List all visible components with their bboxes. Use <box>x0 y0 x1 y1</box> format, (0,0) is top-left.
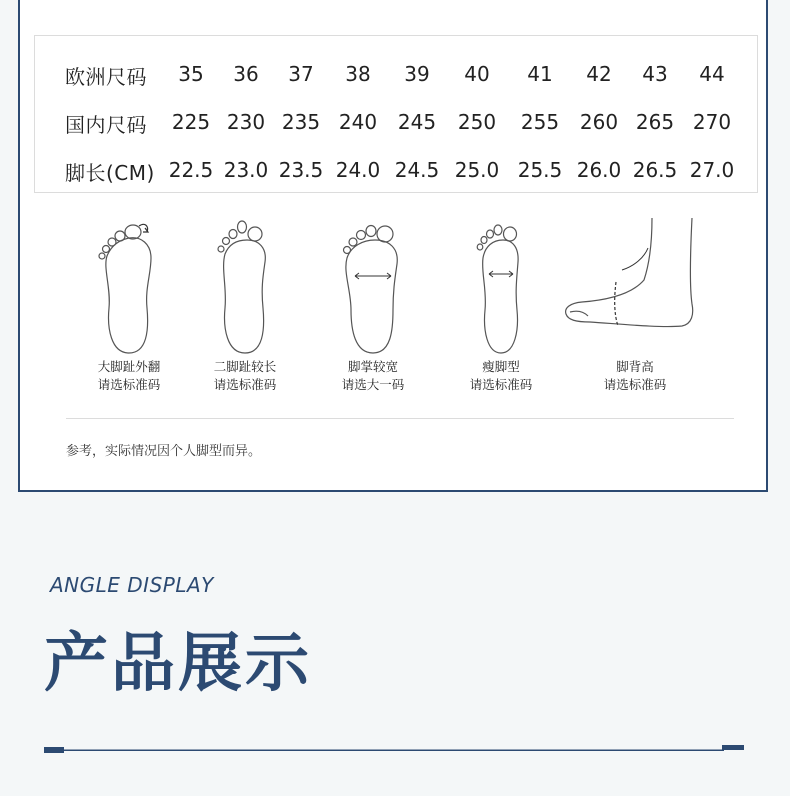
row-label: 国内尺码 <box>65 113 147 137</box>
size-cell: 27.0 <box>689 158 735 182</box>
size-row-foot-length <box>35 147 757 195</box>
size-cell: 260 <box>579 110 619 134</box>
size-cell: 25.5 <box>517 158 563 182</box>
row-label: 欧洲尺码 <box>65 65 147 89</box>
size-cell: 225 <box>171 110 211 134</box>
size-cell: 41 <box>527 62 553 86</box>
size-cell: 23.5 <box>278 158 324 182</box>
size-cell: 240 <box>338 110 378 134</box>
foot-type-label: 大脚趾外翻 <box>97 359 161 374</box>
size-row-eu <box>35 51 757 99</box>
foot-type-advice: 请选标准码 <box>213 377 277 392</box>
section-title-en: ANGLE DISPLAY <box>50 573 214 597</box>
size-row-cn <box>35 99 757 147</box>
foot-type-advice: 请选大一码 <box>341 377 405 392</box>
size-cell: 39 <box>404 62 430 86</box>
size-cell: 42 <box>586 62 612 86</box>
section-title-cn: 产品展示 <box>44 627 312 701</box>
foot-bunion-icon <box>89 218 169 358</box>
foot-long-second-toe-icon <box>205 218 285 358</box>
size-cell: 26.0 <box>576 158 622 182</box>
foot-type-label: 二脚趾较长 <box>213 359 277 374</box>
size-cell: 38 <box>345 62 371 86</box>
foot-type-label: 脚背高 <box>616 359 654 374</box>
foot-type-label: 瘦脚型 <box>482 359 520 374</box>
size-cell: 270 <box>692 110 732 134</box>
size-cell: 245 <box>397 110 437 134</box>
size-cell: 43 <box>642 62 668 86</box>
size-cell: 22.5 <box>168 158 214 182</box>
foot-type-label: 脚掌较宽 <box>347 359 398 374</box>
divider <box>66 418 734 419</box>
size-cell: 265 <box>635 110 675 134</box>
foot-type-advice: 请选标准码 <box>469 377 533 392</box>
size-cell: 24.0 <box>335 158 381 182</box>
size-cell: 44 <box>699 62 725 86</box>
size-cell: 37 <box>288 62 314 86</box>
foot-type-narrow <box>436 218 566 408</box>
foot-type-advice: 请选标准码 <box>97 377 161 392</box>
section-divider-rule <box>44 744 744 756</box>
foot-type-advice: 请选标准码 <box>603 377 667 392</box>
foot-type-guide <box>20 218 766 418</box>
size-cell: 230 <box>226 110 266 134</box>
size-cell: 23.0 <box>223 158 269 182</box>
size-cell: 35 <box>178 62 204 86</box>
size-cell: 250 <box>457 110 497 134</box>
foot-type-bunion <box>64 218 194 408</box>
size-guide-card <box>18 0 768 492</box>
size-cell: 25.0 <box>454 158 500 182</box>
foot-wide-icon <box>333 218 413 358</box>
foot-type-high-instep <box>560 218 710 408</box>
size-cell: 40 <box>464 62 490 86</box>
foot-type-long-second-toe <box>180 218 310 408</box>
foot-type-wide <box>308 218 438 408</box>
size-cell: 24.5 <box>394 158 440 182</box>
foot-high-instep-icon <box>560 218 710 358</box>
size-cell: 26.5 <box>632 158 678 182</box>
size-cell: 235 <box>281 110 321 134</box>
size-chart-table <box>34 35 758 193</box>
size-note: 参考，实际情况因个人脚型而异。 <box>66 444 262 459</box>
foot-narrow-icon <box>461 218 541 358</box>
size-cell: 255 <box>520 110 560 134</box>
row-label: 脚长(CM) <box>65 161 155 185</box>
size-cell: 36 <box>233 62 259 86</box>
